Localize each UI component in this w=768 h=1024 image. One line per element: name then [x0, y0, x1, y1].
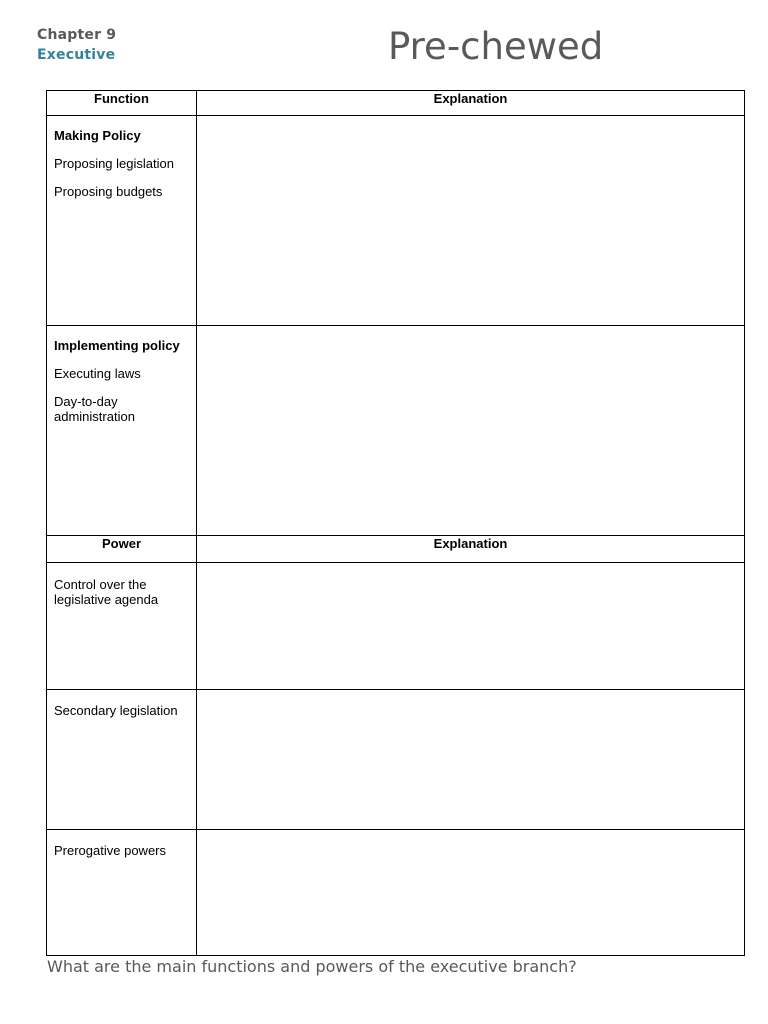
- power-label: Control over the legislative agenda: [54, 577, 159, 607]
- power-label: Secondary legislation: [54, 703, 178, 718]
- power-label: Prerogative powers: [54, 843, 166, 858]
- function-heading: Implementing policy: [54, 338, 180, 353]
- table-row: [47, 690, 745, 830]
- power-cell: [47, 690, 197, 830]
- subject-label: Executive: [37, 47, 116, 63]
- power-cell: [47, 830, 197, 956]
- function-heading: Making Policy: [54, 128, 141, 143]
- explanation-cell[interactable]: [197, 326, 745, 536]
- table-row: [47, 830, 745, 956]
- functions-header-row: [47, 91, 745, 116]
- function-cell: [47, 326, 197, 536]
- power-column-header: Power: [47, 536, 197, 563]
- powers-header-row: [47, 536, 745, 563]
- question-text: What are the main functions and powers of the executive branch?: [47, 957, 577, 976]
- page-title: Pre-chewed: [388, 25, 604, 68]
- worksheet-table: [46, 90, 745, 956]
- explanation-cell[interactable]: [197, 563, 745, 690]
- explanation-cell[interactable]: [197, 830, 745, 956]
- explanation-column-header: Explanation: [197, 91, 745, 116]
- function-item: Executing laws: [54, 366, 141, 381]
- chapter-label: Chapter 9: [37, 27, 117, 43]
- table-row: [47, 563, 745, 690]
- explanation-cell[interactable]: [197, 690, 745, 830]
- function-item: Day-to-day administration: [54, 394, 135, 424]
- table-row: [47, 116, 745, 326]
- explanation-column-header: Explanation: [197, 536, 745, 563]
- function-column-header: Function: [47, 91, 197, 116]
- function-item: Proposing budgets: [54, 184, 163, 199]
- explanation-cell[interactable]: [197, 116, 745, 326]
- table-row: [47, 326, 745, 536]
- function-cell: [47, 116, 197, 326]
- function-item: Proposing legislation: [54, 156, 174, 171]
- power-cell: [47, 563, 197, 690]
